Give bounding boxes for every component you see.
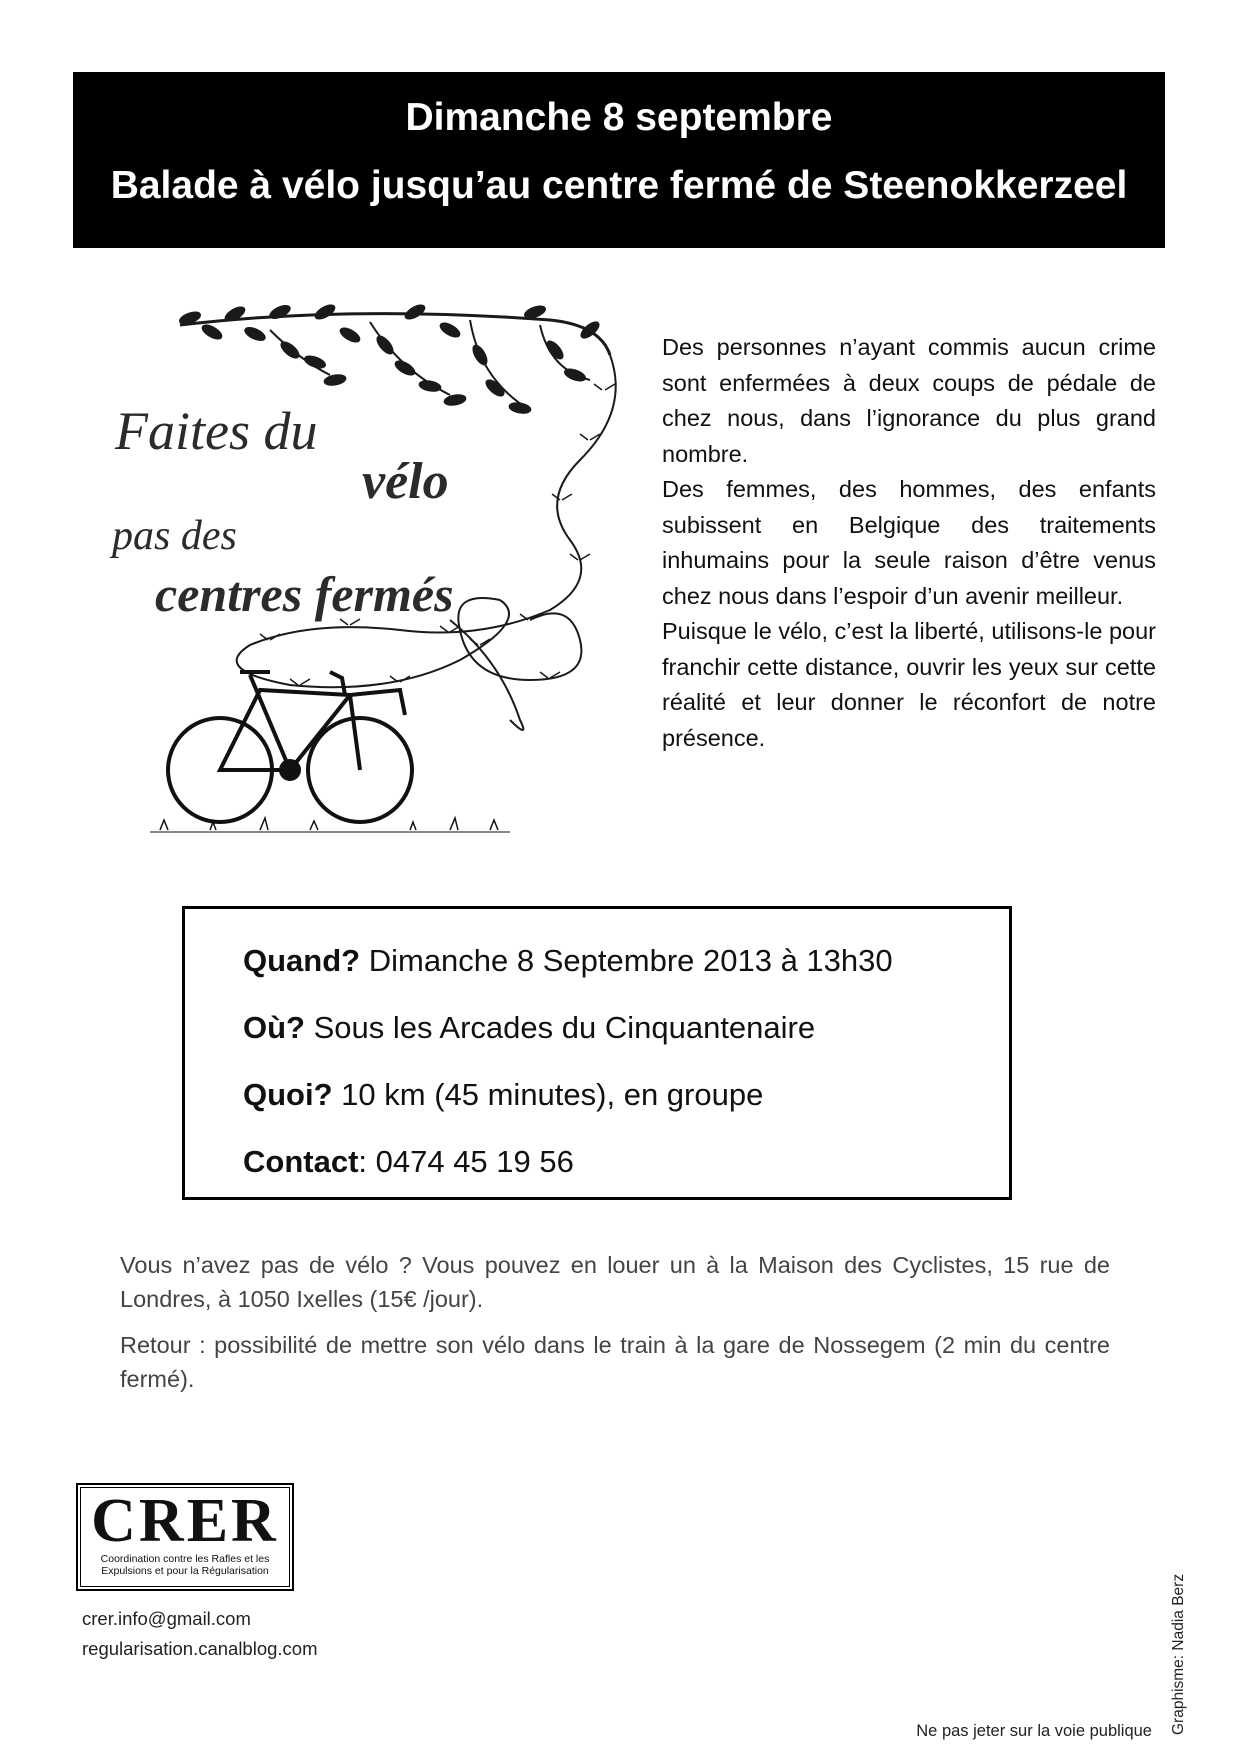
what-label: Quoi? <box>243 1077 333 1112</box>
when-value: Dimanche 8 Septembre 2013 à 13h30 <box>360 943 893 978</box>
info-row-when <box>243 943 893 979</box>
title-event: Balade à vélo jusqu’au centre fermé de Steenokkerzeel <box>110 164 1128 207</box>
intro-paragraph-3: Puisque le vélo, c’est la liberté, utilisons-le pour franchir cette distance, ouvrir les yeux sur cette réalité et leur donner le réconfort de notre présence. <box>662 618 1156 751</box>
design-credit: Graphisme: Nadia Berz <box>1170 1573 1187 1735</box>
illustration-line-faites: Faites du <box>115 401 318 461</box>
illustration-line-velo: vélo <box>362 453 449 510</box>
crer-logo-subtitle: Coordination contre les Rafles et les Expulsions et pour la Régularisation <box>100 1553 270 1577</box>
contact-value: : 0474 45 19 56 <box>358 1144 574 1179</box>
crer-logo <box>76 1483 294 1591</box>
footer-note: Ne pas jeter sur la voie publique <box>916 1722 1152 1740</box>
leafy-branch-icon <box>178 302 610 415</box>
practical-notes <box>120 1248 1110 1408</box>
title-date: Dimanche 8 septembre <box>405 96 833 139</box>
intro-paragraph-1: Des personnes n’ayant commis aucun crime sont enfermées à deux coups de pédale de chez nous, dans l’ignorance du plus grand nombre. <box>662 334 1156 467</box>
info-row-what <box>243 1077 763 1113</box>
contact-label: Contact <box>243 1144 359 1179</box>
contact-email[interactable]: crer.info@gmail.com <box>82 1608 251 1629</box>
illustration-line-centres: centres fermés <box>155 566 454 622</box>
illustration-line-pas-des: pas des <box>112 513 237 559</box>
rental-note: Vous n’avez pas de vélo ? Vous pouvez en louer un à la Maison des Cyclistes, 15 rue de Londres, à 1050 Ixelles (15€ /jour). <box>120 1252 1110 1312</box>
intro-paragraph-2: Des femmes, des hommes, des enfants subissent en Belgique des traitements inhumains pour la seule raison d’être venus chez nous dans l’espoir d’un avenir meilleur. <box>662 476 1156 609</box>
event-info-box <box>182 906 1012 1200</box>
where-label: Où? <box>243 1010 305 1045</box>
info-row-contact <box>243 1144 574 1180</box>
when-label: Quand? <box>243 943 361 978</box>
where-value: Sous les Arcades du Cinquantenaire <box>305 1010 816 1045</box>
crer-logo-word: CRER <box>91 1487 279 1555</box>
title-banner <box>73 72 1165 248</box>
bicycle-icon <box>168 672 412 822</box>
info-row-where <box>243 1010 815 1046</box>
crer-logo-frame <box>80 1487 290 1587</box>
what-value: 10 km (45 minutes), en groupe <box>332 1077 764 1112</box>
intro-text <box>662 330 1156 756</box>
return-note: Retour : possibilité de mettre son vélo dans le train à la gare de Nossegem (2 min du centre fermé). <box>120 1332 1110 1392</box>
contact-website[interactable]: regularisation.canalblog.com <box>82 1638 318 1659</box>
